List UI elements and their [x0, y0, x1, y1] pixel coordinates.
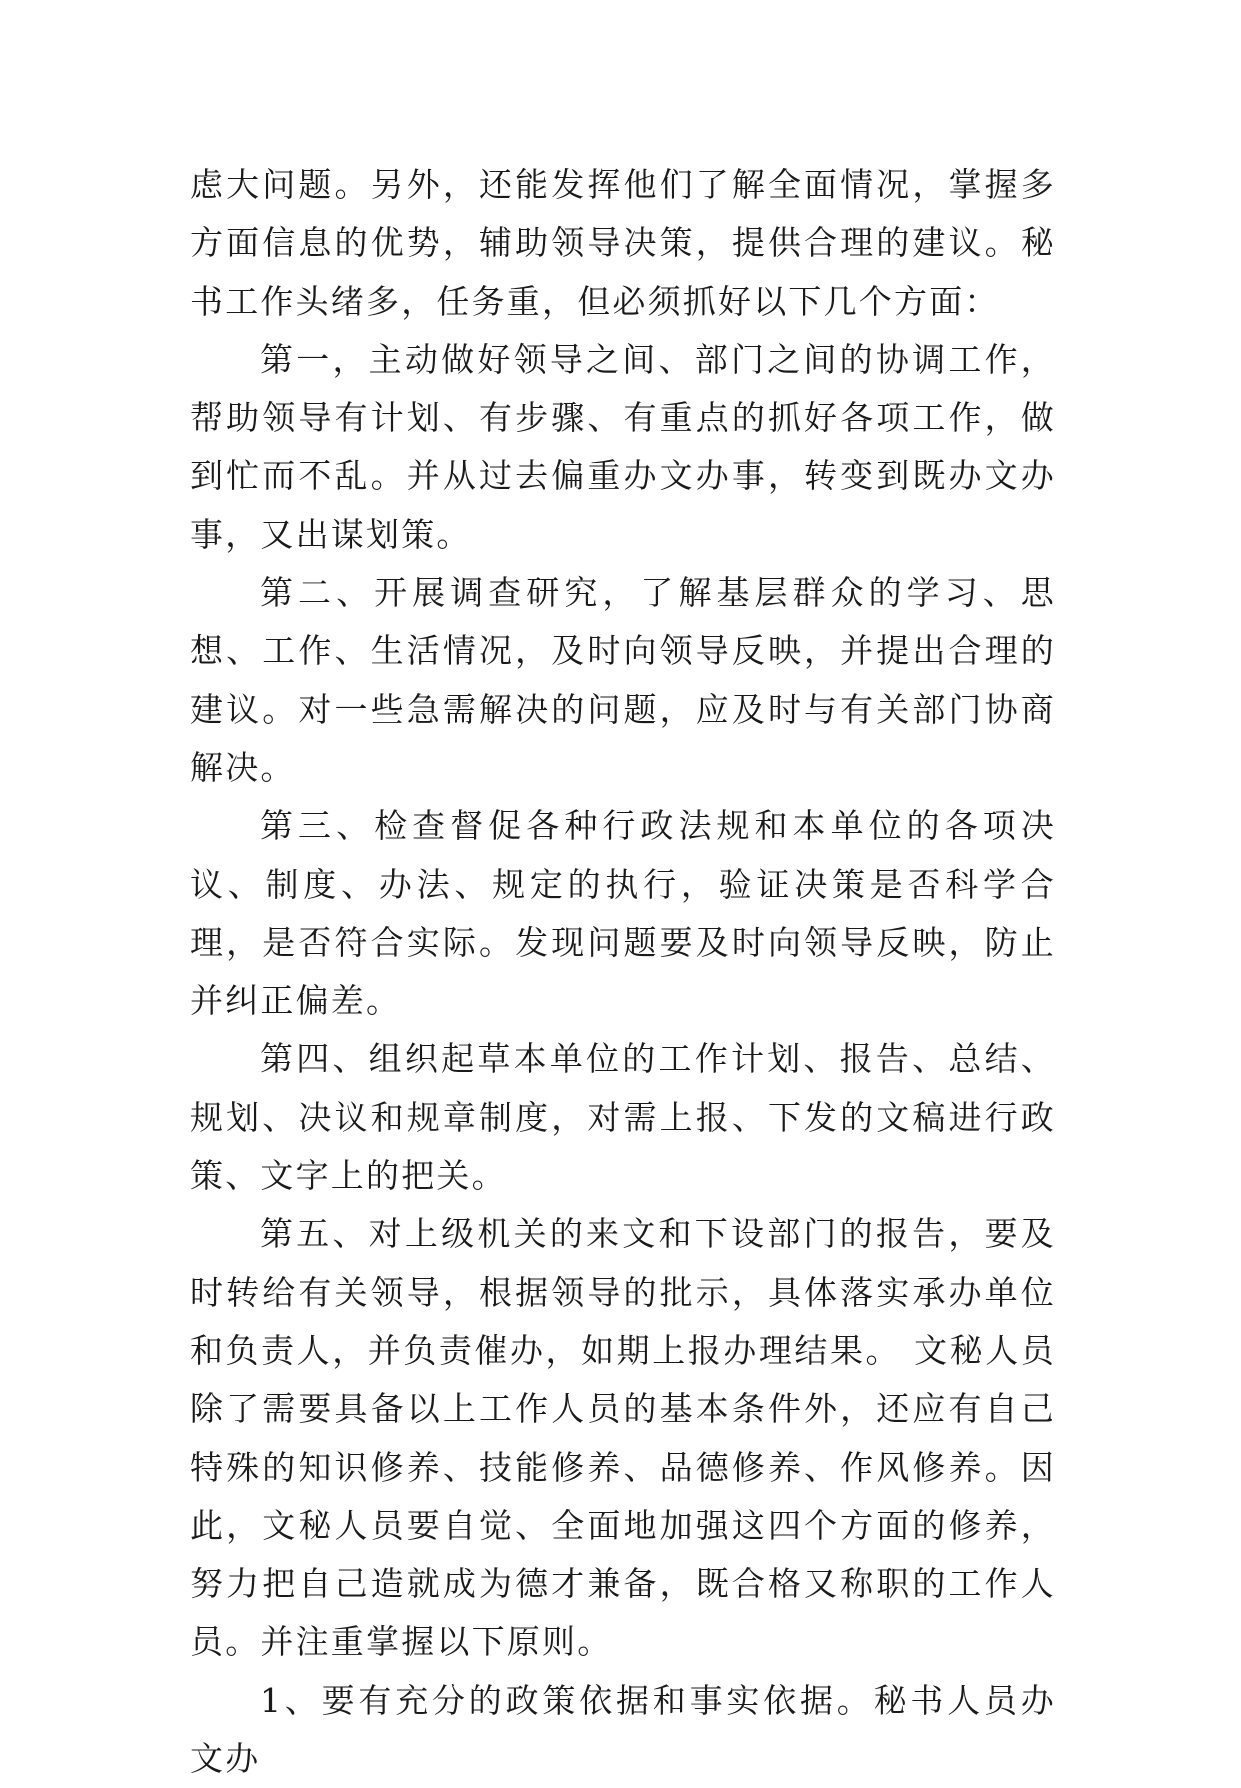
paragraph-point-1: 第一，主动做好领导之间、部门之间的协调工作，帮助领导有计划、有步骤、有重点的抓好各项工作，做到忙而不乱。并从过去偏重办文办事，转变到既办文办事，又出谋划策。 [190, 339, 1056, 554]
paragraph-point-3: 第三、检查督促各种行政法规和本单位的各项决议、制度、办法、规定的执行，验证决策是否科学合理，是否符合实际。发现问题要及时向领导反映，防止并纠正偏差。 [190, 806, 1056, 1021]
paragraph-point-5: 第五、对上级机关的来文和下设部门的报告，要及时转给有关领导，根据领导的批示，具体落实承办单位和负责人，并负责催办，如期上报办理结果。 文秘人员除了需要具备以上工作人员的基本条件外，还应有自己特殊的知识修养、技能修养、品德修养、作风修养。因此，文秘人员要自觉、全面地加强这四个方面的修养，努力把自己造就成为德才兼备，既合格又称职的工作人员。并注重掌握以下原则。 [190, 1214, 1056, 1662]
paragraph-continuation: 虑大问题。另外，还能发挥他们了解全面情况，掌握多方面信息的优势，辅助领导决策，提供合理的建议。秘书工作头绪多，任务重，但必须抓好以下几个方面： [190, 165, 1056, 321]
paragraph-point-4: 第四、组织起草本单位的工作计划、报告、总结、规划、决议和规章制度，对需上报、下发的文稿进行政策、文字上的把关。 [190, 1039, 1056, 1196]
document-body [190, 156, 1056, 1788]
paragraph-principle-1: 1、要有充分的政策依据和事实依据。秘书人员办文办 [190, 1680, 1056, 1779]
paragraph-point-2: 第二、开展调查研究，了解基层群众的学习、思想、工作、生活情况，及时向领导反映，并提出合理的建议。对一些急需解决的问题，应及时与有关部门协商解决。 [190, 573, 1056, 787]
